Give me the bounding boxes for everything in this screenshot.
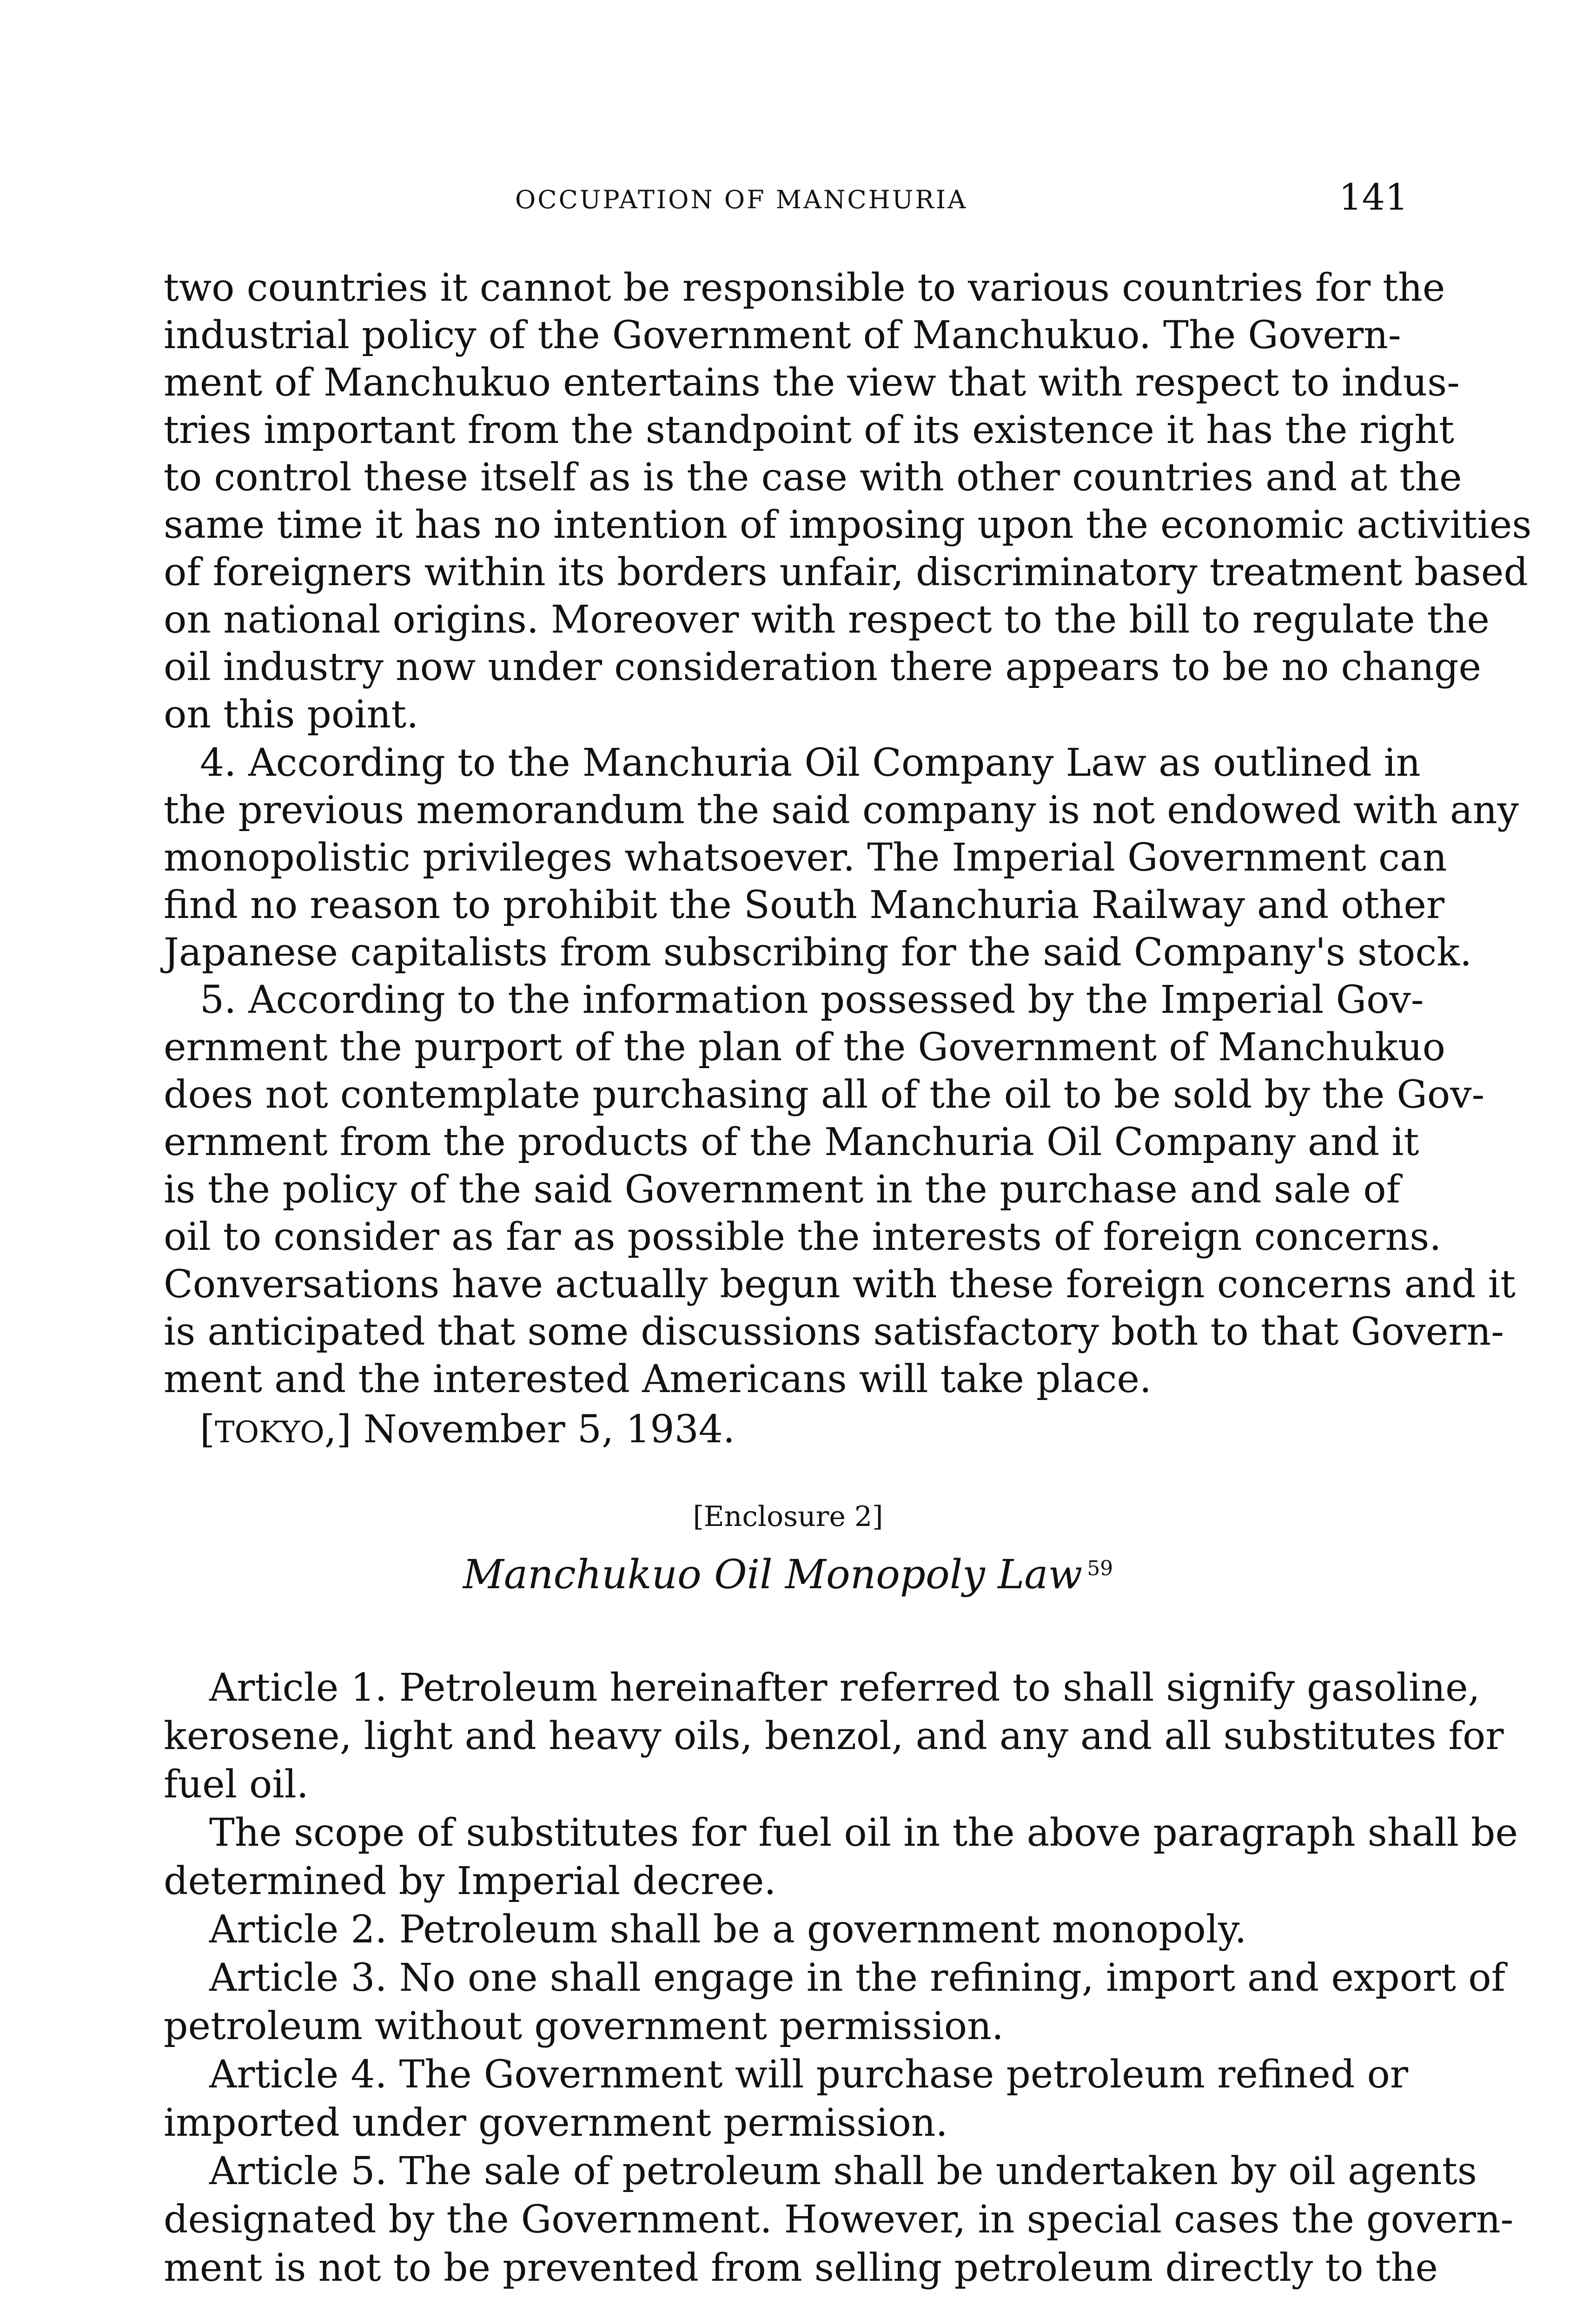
law-line: fuel oil.	[164, 1763, 309, 1807]
dateline-open: [	[200, 1407, 215, 1452]
dateline	[200, 1406, 1400, 1457]
body-line: monopolistic privileges whatsoever. The Imperial Government can	[164, 836, 1447, 880]
dateline-date: November 5, 1934.	[351, 1407, 735, 1452]
article-4-start: Article 4. The Government will purchase petroleum refined or	[209, 2053, 1409, 2097]
law-paragraph-start: The scope of substitutes for fuel oil in the above paragraph shall be	[209, 1811, 1518, 1855]
paragraph-5-start: 5. According to the information possessed by the Imperial Gov-	[200, 978, 1424, 1022]
body-line: same time it has no intention of imposing upon the economic activities	[164, 503, 1532, 547]
article-1-start: Article 1. Petroleum hereinafter referred to shall signify gasoline,	[209, 1666, 1480, 1710]
enclosure-label: [Enclosure 2]	[693, 1500, 883, 1533]
law-line: determined by Imperial decree.	[164, 1859, 776, 1903]
law-title	[0, 1552, 1576, 1598]
body-line: tries important from the standpoint of its existence it has the right	[164, 408, 1455, 452]
footnote-reference: 59	[1087, 1557, 1113, 1580]
body-line: is anticipated that some discussions satisfactory both to that Govern-	[164, 1310, 1504, 1354]
body-line: of foreigners within its borders unfair, discriminatory treatment based	[164, 550, 1528, 594]
paragraph-4-start: 4. According to the Manchuria Oil Company Law as outlined in	[200, 741, 1421, 785]
body-line: oil industry now under consideration there appears to be no change	[164, 645, 1482, 689]
body-line: ment of Manchukuo entertains the view that with respect to indus-	[164, 361, 1460, 405]
body-line: on national origins. Moreover with respect to the bill to regulate the	[164, 598, 1490, 642]
body-line: ment and the interested Americans will take place.	[164, 1357, 1152, 1401]
body-line: Conversations have actually begun with these foreign concerns and it	[164, 1262, 1516, 1307]
body-line: does not contemplate purchasing all of the oil to be sold by the Gov-	[164, 1073, 1485, 1117]
law-line: petroleum without government permission.	[164, 2004, 1004, 2048]
article-2: Article 2. Petroleum shall be a government monopoly.	[209, 1908, 1247, 1952]
law-title-text: Manchukuo Oil Monopoly Law	[463, 1552, 1083, 1598]
page-number: 141	[1339, 177, 1408, 218]
article-5-start: Article 5. The sale of petroleum shall be undertaken by oil agents	[209, 2149, 1477, 2193]
article-3-start: Article 3. No one shall engage in the refining, import and export of	[209, 1956, 1505, 2000]
running-head: OCCUPATION OF MANCHURIA	[515, 185, 968, 214]
body-line: ernment the purport of the plan of the Government of Manchukuo	[164, 1025, 1446, 1070]
body-line: the previous memorandum the said company is not endowed with any	[164, 788, 1519, 832]
body-line: on this point.	[164, 693, 419, 737]
body-line: Japanese capitalists from subscribing for the said Company's stock.	[164, 931, 1472, 975]
law-line: kerosene, light and heavy oils, benzol, and any and all substitutes for	[164, 1714, 1504, 1758]
body-line: to control these itself as is the case with other countries and at the	[164, 456, 1462, 500]
law-line: designated by the Government. However, in special cases the govern-	[164, 2198, 1514, 2242]
dateline-close: ,]	[324, 1407, 351, 1452]
body-line: oil to consider as far as possible the interests of foreign concerns.	[164, 1215, 1442, 1259]
body-line: ernment from the products of the Manchuria Oil Company and it	[164, 1120, 1419, 1164]
body-line: is the policy of the said Government in the purchase and sale of	[164, 1168, 1400, 1212]
body-line: industrial policy of the Government of Manchukuo. The Govern-	[164, 313, 1401, 357]
dateline-place: TOKYO	[215, 1415, 324, 1450]
law-line: imported under government permission.	[164, 2101, 948, 2145]
law-line: ment is not to be prevented from selling petroleum directly to the	[164, 2246, 1438, 2290]
body-line: two countries it cannot be responsible to various countries for the	[164, 266, 1445, 310]
body-line: find no reason to prohibit the South Manchuria Railway and other	[164, 883, 1445, 927]
